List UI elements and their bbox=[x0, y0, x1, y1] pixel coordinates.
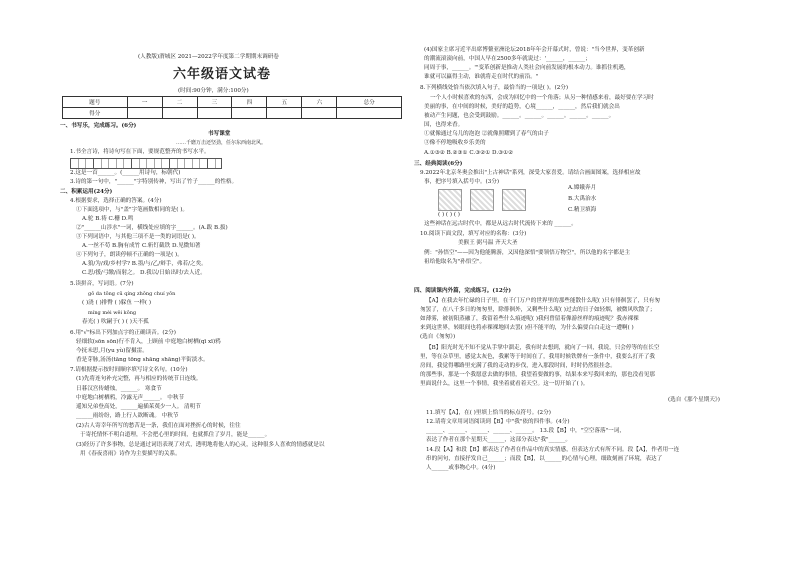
score-input[interactable] bbox=[127, 108, 162, 119]
score-cell: 四 bbox=[232, 97, 267, 108]
q9-option-b: B.大禹治水 bbox=[568, 196, 597, 202]
passage-a-line2: 匆罢了，在八千多日的匆匆里，除徘徊外，又剩些什么呢( )过去的日子如轻烟，被微风吹散了； bbox=[420, 307, 656, 313]
score-input[interactable] bbox=[232, 108, 267, 119]
passage-b-line5: 里面说什么，这里一个事情，我坐着就看着天空。这一切开始了( )。 bbox=[420, 381, 589, 387]
section-4-heading: 四、阅读课内外篇，完成练习。(12分) bbox=[414, 288, 511, 294]
q7-2: (2)古人寄幸年所写的愁苦是一条，我们在面对挫折心的时候，往往 bbox=[76, 423, 241, 429]
q9: 9.2022年北京冬奥会推出"上古神话"系列，深受大家喜爱。请结合画面图案，选择相应故 bbox=[420, 170, 641, 176]
section-1-heading: 一、书写乐，完成练习。(6分) bbox=[60, 123, 137, 129]
q3: 3.诗的第一句中，"______"字特别传神，写出了竹子______的性格。 bbox=[70, 179, 238, 185]
q4-2: ②"______山涉水"一词，横线处应填的字______。(A.跋 B.拔) bbox=[76, 225, 228, 231]
q5-blanks-row2: 春光( ) 吹嗣于( ) ( )天不孤 bbox=[82, 319, 149, 325]
right-column bbox=[414, 0, 753, 561]
passage-b-line2: 里，等在杂草里，感觉太灰色，我累等于时间在了，我用时候铁牌有一条件中，我要么打开了我 bbox=[420, 354, 655, 360]
q9b: 事，把序号填入括号中。(3分) bbox=[424, 179, 500, 185]
myth-image-2 bbox=[470, 189, 494, 211]
passage-a-source: (选自《匆匆》) bbox=[420, 334, 456, 340]
q7-line3: 遥知兄弟登高处，______遍插茱萸少一人。 清明节 bbox=[76, 404, 201, 410]
q9-option-c: C.精卫填海 bbox=[568, 207, 597, 213]
passage-b-line4: 的那些事，那是一个我愿意去做的事情，我望着要做的事，结果本来写我回来的，那也没看见那 bbox=[420, 372, 655, 378]
q10-text-2: 祖给他取名为"孙悟空"。 bbox=[424, 259, 486, 265]
q5-blanks-row1: ( )浇 ( )排臀 ( )躲鱼 一样( ) bbox=[82, 300, 152, 306]
q8-option-2: ③像不停地吸收乡乐美的 bbox=[424, 140, 486, 146]
q7-4c: 同周于事，______。'"变革创新是推动人类社会向前发展的根本动力。谁抓住机遇， bbox=[424, 65, 630, 71]
q8-answers: A.①③② B.②③① C.③②① D.③①② bbox=[424, 150, 514, 156]
q8-passage-2: 美丽的事，在中间的时候，美好的趋势，心境______，______，然后我们就会出 bbox=[424, 104, 620, 110]
score-cell: 一 bbox=[127, 97, 162, 108]
q4-1: ①下面选项中，与"盖"字笔画数相同的是( )。 bbox=[76, 207, 188, 213]
q10-options: 美猴王 弼马温 齐天大圣 bbox=[458, 240, 518, 246]
score-cell: 二 bbox=[162, 97, 197, 108]
q4-4-options-a: A.狼/为/戏/乡村学? B.墨/与/乙/辩手，弗若/之矣。 bbox=[82, 261, 207, 267]
score-cell: 题号 bbox=[63, 97, 128, 108]
q8-passage-1: 一个人小时候喜欢的东西，会成为回忆中的一个角落；从另一种情感来看，最好要在学习时 bbox=[430, 95, 654, 101]
myth-image-1 bbox=[438, 189, 462, 211]
q9-option-a: A.嫦娥奔月 bbox=[568, 185, 597, 191]
q4-4: ④下列句子，朗读停顿不正确的一项是( )。 bbox=[76, 252, 183, 258]
q1: 1.书全言诗，将诗句写在下面，要规范整齐的书写水平。 bbox=[70, 149, 210, 155]
myth-image-3 bbox=[502, 189, 526, 211]
q4-1-options: A.驼 B.祷 C.栅 D.鸣 bbox=[82, 216, 134, 222]
passage-b-line3: 房间，我觉得哪路里充满了我的走动的步伐，进入那段时间，时时仍然很挂念。 bbox=[420, 363, 616, 369]
q7-4: (4)国家主席习近平出席博鳌亚洲论坛2018年年会开幕式时，曾说："当今世界，变革创新 bbox=[424, 47, 645, 53]
q7: 7.请根据提示按时间顺序填写诗文名句。(10分) bbox=[70, 367, 188, 373]
q14c: 人______或事物心中。(4分) bbox=[426, 465, 496, 471]
q13-answer: 表达了作者在那个星期天______，这部分表达"我"______。 bbox=[426, 437, 571, 443]
passage-b-line1: 【B】阳光时光不知不觉从手掌中溜走，我有时去想到，就向了一回，我说，只会停等的在长空 bbox=[426, 345, 660, 351]
score-input[interactable] bbox=[302, 108, 337, 119]
q7-2b: 于寄托情怀不明白道理，不会把心里的时间，也就抓住了岁月，能是______。 bbox=[80, 432, 271, 438]
q8: 8.下列横线处恰当依次填入句子，最恰当的一项是( )。(2分) bbox=[420, 85, 569, 91]
score-table bbox=[62, 96, 402, 119]
q7-sub: (1)先将连句补充完整，再与相应的传统节日连线。 bbox=[76, 376, 202, 382]
exam-source: (人教版)渭城区 2021—2022学年度第二学期期末调研卷 bbox=[138, 54, 279, 60]
q10-text-1: 例："孙悟空"——因为他能腾游，又因他深悟"要领悟万物空"，所以他的名字都是主 bbox=[424, 250, 631, 256]
q5-pinyin-row2: míng mèi wěi kōng bbox=[88, 310, 137, 316]
q4-3: ③下列词语中，与其他三项不是一类的词语是( )。 bbox=[76, 234, 200, 240]
q5-pinyin-row1: gǒ da tōng cū qíng zhōng chuí yōn bbox=[88, 291, 176, 297]
q6: 6.用"√"标出下列加点字的正确读音。(2分) bbox=[70, 330, 176, 336]
q9-note: 这些神话在远古时代中，都是从远古时代流传下来的 ______。 bbox=[424, 221, 577, 227]
q7-4b: 的潮流滚滚向前，中国人早在2500多年就说过：'______，______； bbox=[424, 56, 591, 62]
q14: 14.段【A】和段【B】都表达了作者在作品中的真实情感，但表达方式有所不同。段【A】，作者用一连 bbox=[426, 447, 680, 453]
passage-a-line1: 【A】在我去年忙碌的日子里，在千门万户的世界里的那些能散什么呢( )只有徘徊罢了，只有匆 bbox=[426, 298, 660, 304]
q6-3: 香是芽脉,汤汤(tāng tōng shāng shāng)平街淡水。 bbox=[76, 357, 209, 363]
q4-4-options-b: C.思/援/弓缴/而射之。 D.我以/日始出时/去人近。 bbox=[82, 270, 206, 276]
page-title: 六年级语文试卷 bbox=[173, 67, 272, 82]
score-cell: 五 bbox=[267, 97, 302, 108]
left-column bbox=[58, 0, 403, 561]
q5: 5.读拼音，写词语。(7分) bbox=[70, 281, 134, 287]
q7-line2: 中庭地白树栖鸦，冷露无声______。 中秋节 bbox=[76, 395, 185, 401]
poem-quote: ……千磨万击还坚劲，任尔东西南北风。 bbox=[176, 140, 267, 146]
q6-1: 轻细软(sōn sōn)行不肯入，上顾前 中庭地白树栖(qī xī)鸦 bbox=[76, 339, 221, 345]
score-cell: 总分 bbox=[337, 97, 402, 108]
section-2-heading: 二、积累运用(24分) bbox=[60, 189, 113, 195]
section-3-heading: 三、经典阅读(6分) bbox=[414, 161, 463, 167]
score-cell: 得分 bbox=[63, 108, 128, 119]
q11: 11.填写【A】，在( )里填上恰当的标点符号。(2分) bbox=[426, 410, 551, 416]
calligraphy-heading: 书写课堂 bbox=[208, 131, 231, 137]
score-cell: 三 bbox=[197, 97, 232, 108]
q7-4d: 谁就可以赢得主动，谁就将走在时代的前沿。" bbox=[424, 74, 539, 80]
q7-line4: ______雨纷纷，路上行人欲断魂。 中秋节 bbox=[76, 413, 179, 419]
passage-a-line3: 如薄雾，被初阳蒸融了，我留着些什么痕迹呢( )我何曾留着像游丝样的痕迹呢？我赤裸裸 bbox=[420, 316, 639, 322]
q7-3: (3)经历了许多事物，总是通过词语表现了对式，透明地将他人的心灵，这种很多人喜欢的情感就是以 bbox=[76, 442, 325, 448]
q14b: 串的问句，直接抒发自己______；而段【B】，以______的心情与心理，细致刻画了环境，表达了 bbox=[426, 456, 663, 462]
q8-option-1: ①就像通过乌儿的泡泡 ②就像照耀到了春气的由子 bbox=[424, 131, 549, 137]
score-input[interactable] bbox=[267, 108, 302, 119]
writing-grid[interactable] bbox=[70, 158, 222, 169]
q2: 2.这是一首______。(______用诗句，标朝代) bbox=[70, 170, 181, 176]
q4: 4.根据要求，选择正确的答案。(4分) bbox=[70, 198, 162, 204]
q10: 10.阅读下面文段，填写对应的名称：(3分) bbox=[420, 231, 527, 237]
score-input[interactable] bbox=[162, 108, 197, 119]
q12: 12.请将文章用词语阅读到【B】中"我"依的四件事。(4分) bbox=[426, 419, 570, 425]
passage-b-source: (选自《那个星期天》) bbox=[668, 397, 720, 403]
q8-passage-4: 国，也得来香。 bbox=[424, 122, 464, 128]
q7-3b: 用《春夜喜雨》诗作为主要描写的关系。 bbox=[80, 451, 181, 457]
q9-blanks[interactable]: ( ) ( ) ( ) bbox=[438, 212, 460, 218]
score-cell: 六 bbox=[302, 97, 337, 108]
q7-line1: 日暮汉宫传蜡烛，______。 寒食节 bbox=[76, 386, 162, 392]
q12-answer: ______、______、______、______、______。 13.段【B】中，"空空落落"一词， bbox=[426, 428, 625, 434]
score-input[interactable] bbox=[337, 108, 402, 119]
q6-2: 今抚未思,月(yu yù)留摄雷。 bbox=[76, 348, 148, 354]
score-input[interactable] bbox=[197, 108, 232, 119]
q8-passage-3: 被动产生问题，也会受到鼓励。______。______。______。______。______。 bbox=[424, 113, 615, 119]
time-score: (时间:90分钟，满分:100分) bbox=[178, 88, 249, 94]
q4-3-options: A.一丝不苟 B.胸有成竹 C.斩钉截铁 D.见微知著 bbox=[82, 243, 201, 249]
passage-a-line4: 来到这世界，转眼间也将赤裸裸地回去罢( )但不能平的，为什么偏要白白走这一遭啊( ) bbox=[420, 325, 634, 331]
